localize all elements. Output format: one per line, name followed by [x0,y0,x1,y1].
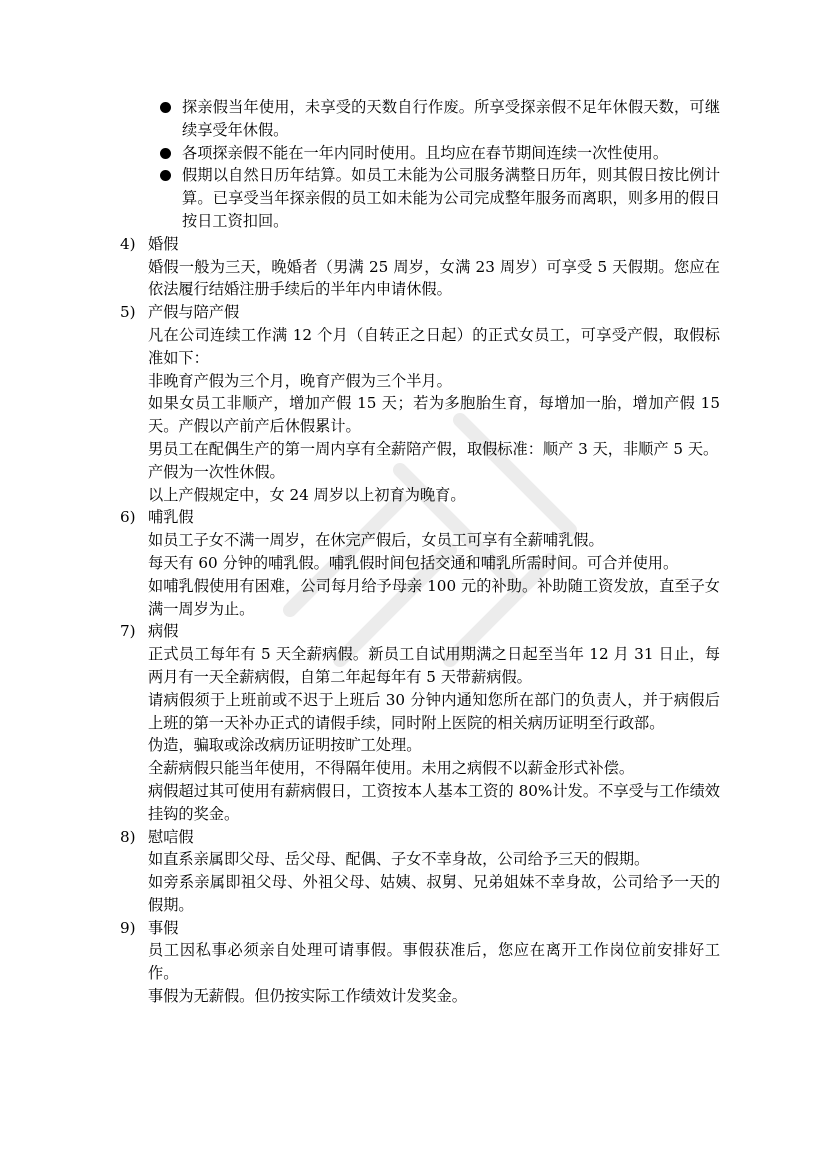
section-heading [120,506,720,529]
paragraph: 如果女员工非顺产，增加产假 15 天；若为多胞胎生育，每增加一胎，增加产假 15 天。产假以产前产后休假累计。 [148,394,720,436]
paragraph: 每天有 60 分钟的哺乳假。哺乳假时间包括交通和哺乳所需时间。可合并使用。 [148,553,679,572]
paragraph: 婚假一般为三天，晚婚者（男满 25 周岁，女满 23 周岁）可享受 5 天假期。您应在依法履行结婚注册手续后的半年内申请休假。 [148,257,720,299]
section-number: 5) [120,303,136,322]
section-personal-leave [120,917,720,1008]
paragraph: 非晚育产假为三个月，晚育产假为三个半月。 [148,371,452,390]
bullet-dot-icon [160,102,171,113]
paragraph: 如直系亲属即父母、岳父母、配偶、子女不幸身故，公司给予三天的假期。 [148,850,650,869]
paragraph: 产假为一次性休假。 [148,462,285,481]
bullet-text: 各项探亲假不能在一年内同时使用。且均应在春节期间连续一次性使用。 [182,143,668,162]
section-nursing-leave [120,506,720,620]
section-heading [120,620,720,643]
section-title: 病假 [148,622,179,641]
section-title: 事假 [148,918,179,937]
section-title: 哺乳假 [148,508,194,527]
bullet-item [120,96,720,142]
section-heading [120,233,720,256]
section-maternity-leave [120,301,720,506]
section-heading [120,917,720,940]
bullet-dot-icon [160,148,171,159]
paragraph: 以上产假规定中，女 24 周岁以上初育为晚育。 [148,485,466,504]
paragraph: 如哺乳假使用有困难，公司每月给予母亲 100 元的补助。补助随工资发放，直至子女满一周岁为止。 [148,576,720,618]
section-number: 4) [120,234,136,253]
section-bereavement-leave [120,826,720,917]
section-number: 9) [120,918,136,937]
section-title: 慰唁假 [148,827,194,846]
paragraph: 请病假须于上班前或不迟于上班后 30 分钟内通知您所在部门的负责人，并于病假后上班的第一天补办正式的请假手续，同时附上医院的相关病历证明至行政部。 [148,690,720,732]
bullet-text: 假期以自然日历年结算。如员工未能为公司服务满整日历年，则其假日按比例计算。已享受当年探亲假的员工如未能为公司完成整年服务而离职，则多用的假日按日工资扣回。 [182,166,720,230]
section-title: 产假与陪产假 [148,303,240,322]
bullet-list [120,96,720,233]
section-number: 7) [120,622,136,641]
paragraph: 病假超过其可使用有薪病假日，工资按本人基本工资的 80%计发。不享受与工作绩效挂钩的奖金。 [148,781,720,823]
paragraph: 全薪病假只能当年使用，不得隔年使用。未用之病假不以薪金形式补偿。 [148,759,634,778]
paragraph: 员工因私事必须亲自处理可请事假。事假获准后，您应在离开工作岗位前安排好工作。 [148,941,720,983]
section-number: 8) [120,827,136,846]
paragraph: 伪造，骗取或涂改病历证明按旷工处理。 [148,736,422,755]
bullet-dot-icon [160,170,171,181]
section-heading [120,826,720,849]
section-heading [120,301,720,324]
paragraph: 凡在公司连续工作满 12 个月（自转正之日起）的正式女员工，可享受产假，取假标准如下： [148,325,720,367]
paragraph: 事假为无薪假。但仍按实际工作绩效计发奖金。 [148,987,467,1006]
paragraph: 如旁系亲属即祖父母、外祖父母、姑姨、叔舅、兄弟姐妹不幸身故，公司给予一天的假期。 [148,873,720,914]
bullet-item [120,142,720,165]
paragraph: 如员工子女不满一周岁，在休完产假后，女员工可享有全薪哺乳假。 [148,531,604,550]
document-body [120,96,720,1008]
bullet-item [120,164,720,232]
section-sick-leave [120,620,720,825]
section-number: 6) [120,508,136,527]
bullet-text: 探亲假当年使用，未享受的天数自行作废。所享受探亲假不足年休假天数，可继续享受年休假。 [182,98,720,139]
section-title: 婚假 [148,234,179,253]
section-marriage-leave [120,233,720,301]
paragraph: 男员工在配偶生产的第一周内享有全薪陪产假，取假标准：顺产 3 天，非顺产 5 天。 [148,439,719,458]
paragraph: 正式员工每年有 5 天全薪病假。新员工自试用期满之日起至当年 12 月 31 日止，每两月有一天全薪病假，自第二年起每年有 5 天带薪病假。 [148,645,720,686]
